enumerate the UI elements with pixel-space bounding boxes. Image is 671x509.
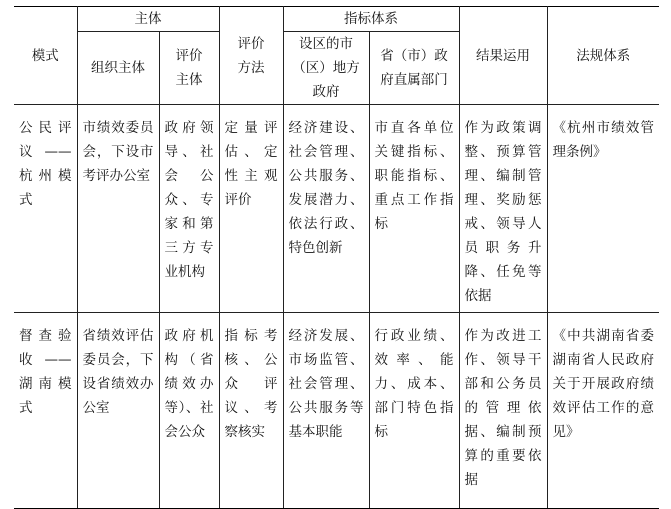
cell-legal-system: 《中共湖南省委 湖南省人民政府关于开展政府绩效评估工作的意见》: [547, 313, 659, 509]
cell-mode: 督查验收——湖南模式: [14, 313, 77, 509]
cell-prov-dept: 行政业绩、效率、能力、成本、部门特色指标: [369, 313, 459, 509]
header-org-subject: 组织主体: [77, 32, 159, 105]
header-city-gov-text: 设区的市（区）地方政府: [292, 36, 360, 100]
cell-eval-method: 定量评估、定性主观评价: [219, 105, 283, 313]
table-row: [14, 105, 659, 313]
cell-org-subject: 市绩效委员会，下设市考评办公室: [77, 105, 159, 313]
header-eval-method-text: 评价方法: [237, 35, 265, 76]
header-legal-system: 法规体系: [547, 7, 659, 105]
cell-prov-dept: 市直各单位关键指标、职能指标、重点工作指标: [369, 105, 459, 313]
header-mode: 模式: [14, 7, 77, 105]
header-eval-subject: [159, 32, 219, 105]
header-subject: 主体: [77, 7, 219, 32]
table-row: [14, 313, 659, 509]
header-row-1: [14, 7, 659, 32]
cell-legal-system: 《杭州市绩效管理条例》: [547, 105, 659, 313]
cell-org-subject: 省绩效评估委员会，下设省绩效办公室: [77, 313, 159, 509]
cell-eval-method: 指标考核、公众评议、考察核实: [219, 313, 283, 509]
cell-mode: 公民评议——杭州模式: [14, 105, 77, 313]
header-prov-dept-text: 省（市）政府直属部门: [380, 48, 448, 88]
cell-city-gov: 经济建设、社会管理、公共服务、发展潜力、依法行政、特色创新: [283, 105, 369, 313]
header-eval-method: [219, 7, 283, 105]
comparison-table: [14, 6, 659, 509]
cell-result-use: 作为改进工作、领导干部和公务员的管理依据、编制预算的重要依据: [459, 313, 547, 509]
cell-eval-subject: 政府领导、社会公众、专家和第三方专业机构: [159, 105, 219, 313]
header-prov-dept: [369, 32, 459, 105]
header-result-use: 结果运用: [459, 7, 547, 105]
header-eval-subject-text: 评价主体: [175, 48, 203, 88]
header-city-gov: [283, 32, 369, 105]
cell-eval-subject: 政府机构（省绩效办等）、社会公众: [159, 313, 219, 509]
cell-result-use: 作为政策调整、预算管理、编制管理、奖励惩戒、领导人员职务升降、任免等依据: [459, 105, 547, 313]
header-indicator-system: 指标体系: [283, 7, 459, 32]
cell-city-gov: 经济发展、市场监管、社会管理、公共服务等基本职能: [283, 313, 369, 509]
